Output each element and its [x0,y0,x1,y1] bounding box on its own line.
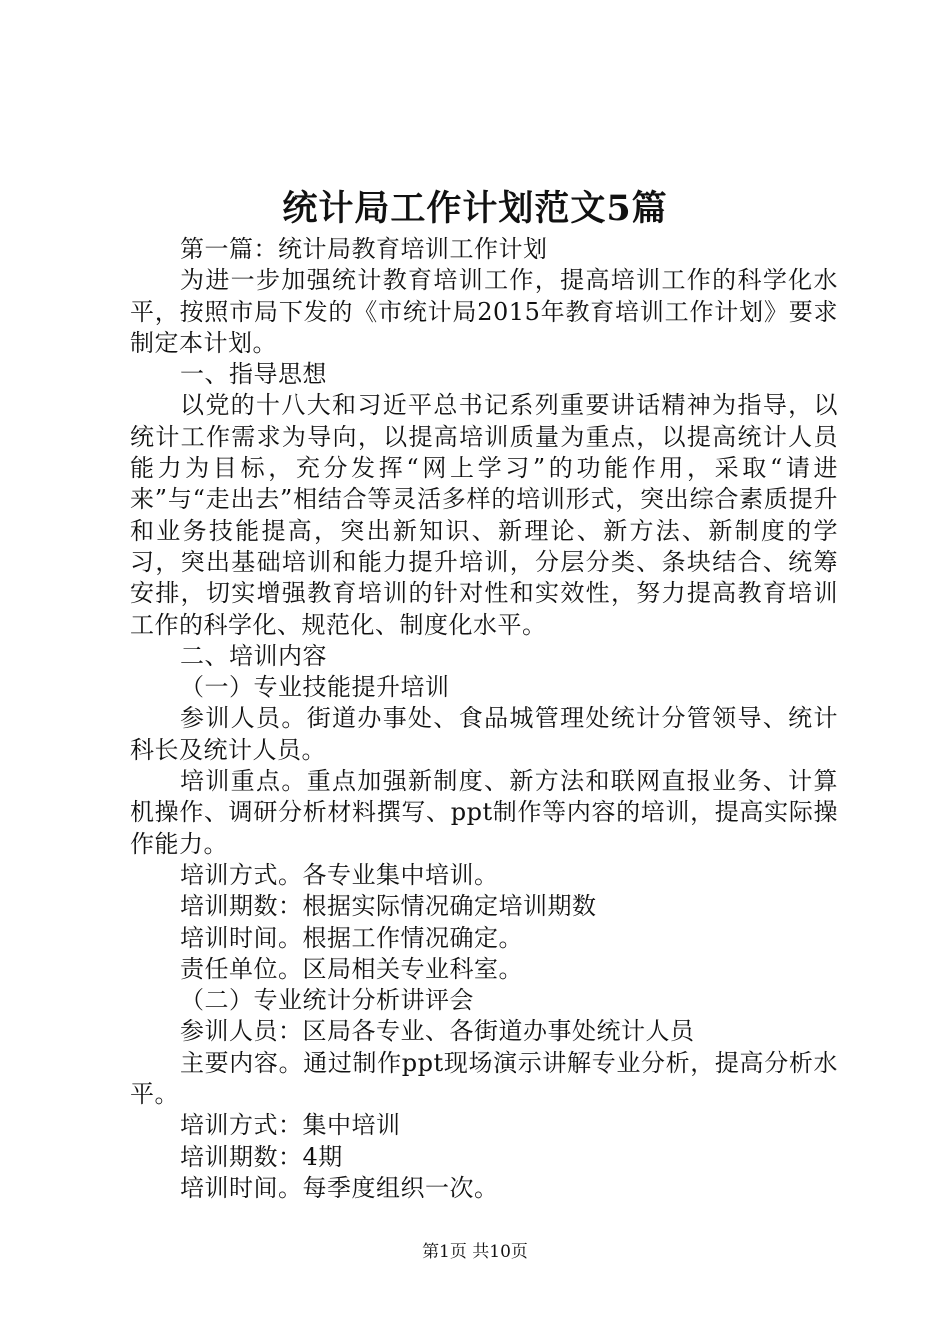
paragraph: 培训期数：4期 [180,1142,343,1171]
paragraph: 培训期数：根据实际情况确定培训期数 [180,892,597,921]
paragraph: 以党的十八大和习近平总书记系列重要讲话精神为指导，以统计工作需求为导向，以提高培训质量为重点，以提高统计人员能力为目标，充分发挥“网上学习”的功能作用，采取“请进来”与“走出去”相结合等灵活多样的培训形式，突出综合素质提升和业务技能提高，突出新知识、新理论、新方法、新制度的学习，突出基础培训和能力提升培训，分层分类、条块结合、统筹安排，切实增强教育培训的针对性和实效性，努力提高教育培训工作的科学化、规范化、制度化水平。 [130,391,838,639]
section-heading: 第一篇：统计局教育培训工作计划 [180,235,548,263]
paragraph: 责任单位。区局相关专业科室。 [180,954,523,983]
section-heading: 一、指导思想 [180,360,327,389]
paragraph: 主要内容。通过制作ppt现场演示讲解专业分析，提高分析水平。 [130,1048,838,1109]
paragraph: 培训时间。根据工作情况确定。 [180,923,523,952]
document-title: 统计局工作计划范文5篇 [282,188,668,229]
paragraph: 参训人员。街道办事处、食品城管理处统计分管领导、统计科长及统计人员。 [130,704,838,764]
paragraph: 培训方式：集中培训 [180,1111,401,1140]
paragraph: 为进一步加强统计教育培训工作，提高培训工作的科学化水平，按照市局下发的《市统计局2015年教育培训工作计划》要求制定本计划。 [130,266,838,357]
paragraph: 参训人员：区局各专业、各街道办事处统计人员 [180,1017,695,1046]
page-number-footer: 第1页 共10页 [422,1242,528,1262]
paragraph: 培训时间。每季度组织一次。 [180,1173,499,1202]
section-heading: 二、培训内容 [180,641,327,670]
document-body [130,234,838,1204]
subsection-heading: （二）专业统计分析讲评会 [180,986,474,1015]
paragraph: 培训方式。各专业集中培训。 [180,860,499,889]
subsection-heading: （一）专业技能提升培训 [180,673,450,702]
paragraph: 培训重点。重点加强新制度、新方法和联网直报业务、计算机操作、调研分析材料撰写、ppt制作等内容的培训，提高实际操作能力。 [130,767,838,858]
